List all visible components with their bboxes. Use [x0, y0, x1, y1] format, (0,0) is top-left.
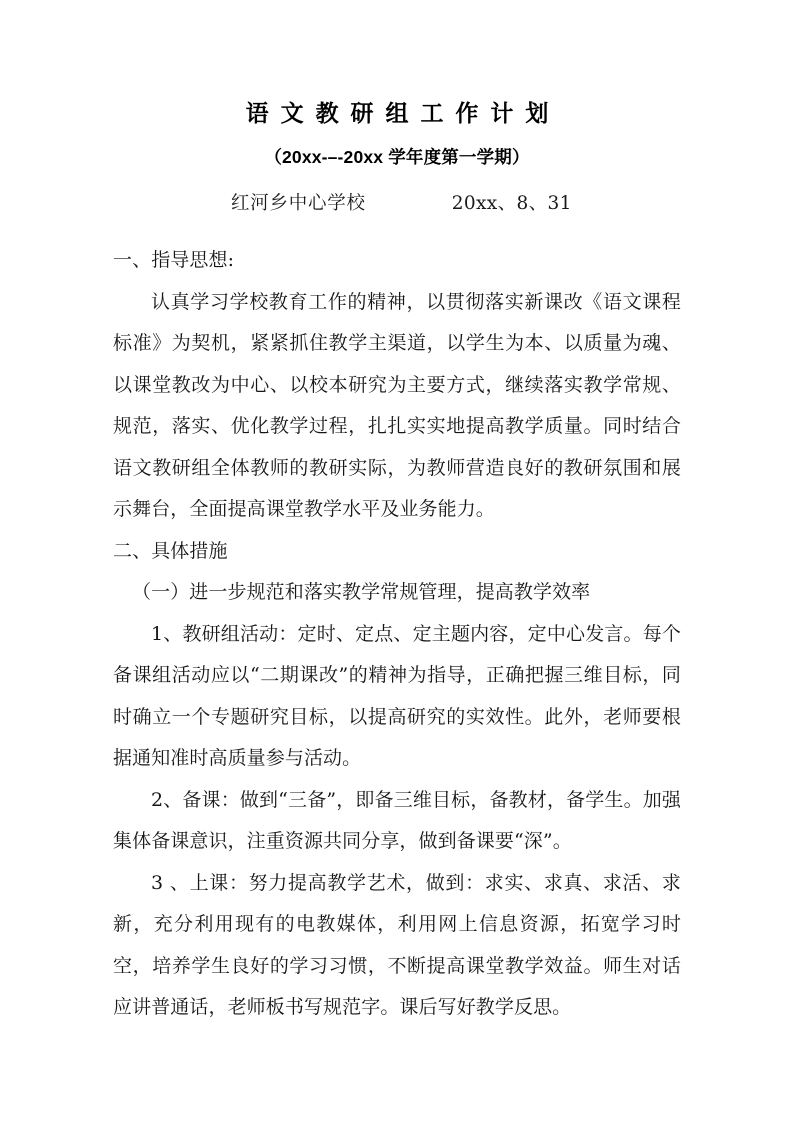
- document-content: [113, 0, 681, 1029]
- subsection-heading-teaching-management: （一）进一步规范和落实教学常规管理，提高教学效率: [132, 581, 591, 603]
- section-heading-measures: 二、具体措施: [113, 539, 228, 562]
- measure-item-lesson-preparation: 2、备课：做到“三备”，即备三维目标，备教材，备学生。加强集体备课意识，注重资源共同分享，做到备课要“深”。: [113, 788, 681, 852]
- measure-item-classroom-teaching: 3 、上课：努力提高教学艺术，做到：求实、求真、求活、求新，充分利用现有的电教媒体，利用网上信息资源，拓宽学习时空，培养学生良好的学习习惯，不断提高课堂教学效益。师生对话应讲普通话，老师板书写规范字。课后写好教学反思。: [113, 871, 681, 1018]
- measure-item-research-group-activity: 1、教研组活动：定时、定点、定主题内容，定中心发言。每个备课组活动应以“二期课改”的精神为指导，正确把握三维目标，同时确立一个专题研究目标，以提高研究的实效性。此外，老师要根据通知准时高质量参与活动。: [113, 622, 681, 769]
- section-paragraph-guiding-thought: 认真学习学校教育工作的精神，以贯彻落实新课改《语文课程标准》为契机，紧紧抓住教学主渠道，以学生为本、以质量为魂、以课堂教改为中心、以校本研究为主要方式，继续落实教学常规、规范，落实、优化教学过程，扎扎实实地提高教学质量。同时结合语文教研组全体教师的教研实际，为教师营造良好的教研氛围和展示舞台，全面提高课堂教学水平及业务能力。: [113, 290, 681, 520]
- byline: [113, 172, 681, 220]
- page-title: 语文教研组工作计划: [245, 100, 561, 126]
- section-heading-guiding-thought: 一、指导思想:: [113, 249, 235, 271]
- document-body: [113, 220, 681, 1029]
- byline-date: 20xx、8、31: [451, 193, 572, 214]
- page-subtitle: （20xx-–-20xx 学年度第一学期）: [264, 147, 530, 167]
- byline-school: 红河乡中心学校: [231, 193, 366, 214]
